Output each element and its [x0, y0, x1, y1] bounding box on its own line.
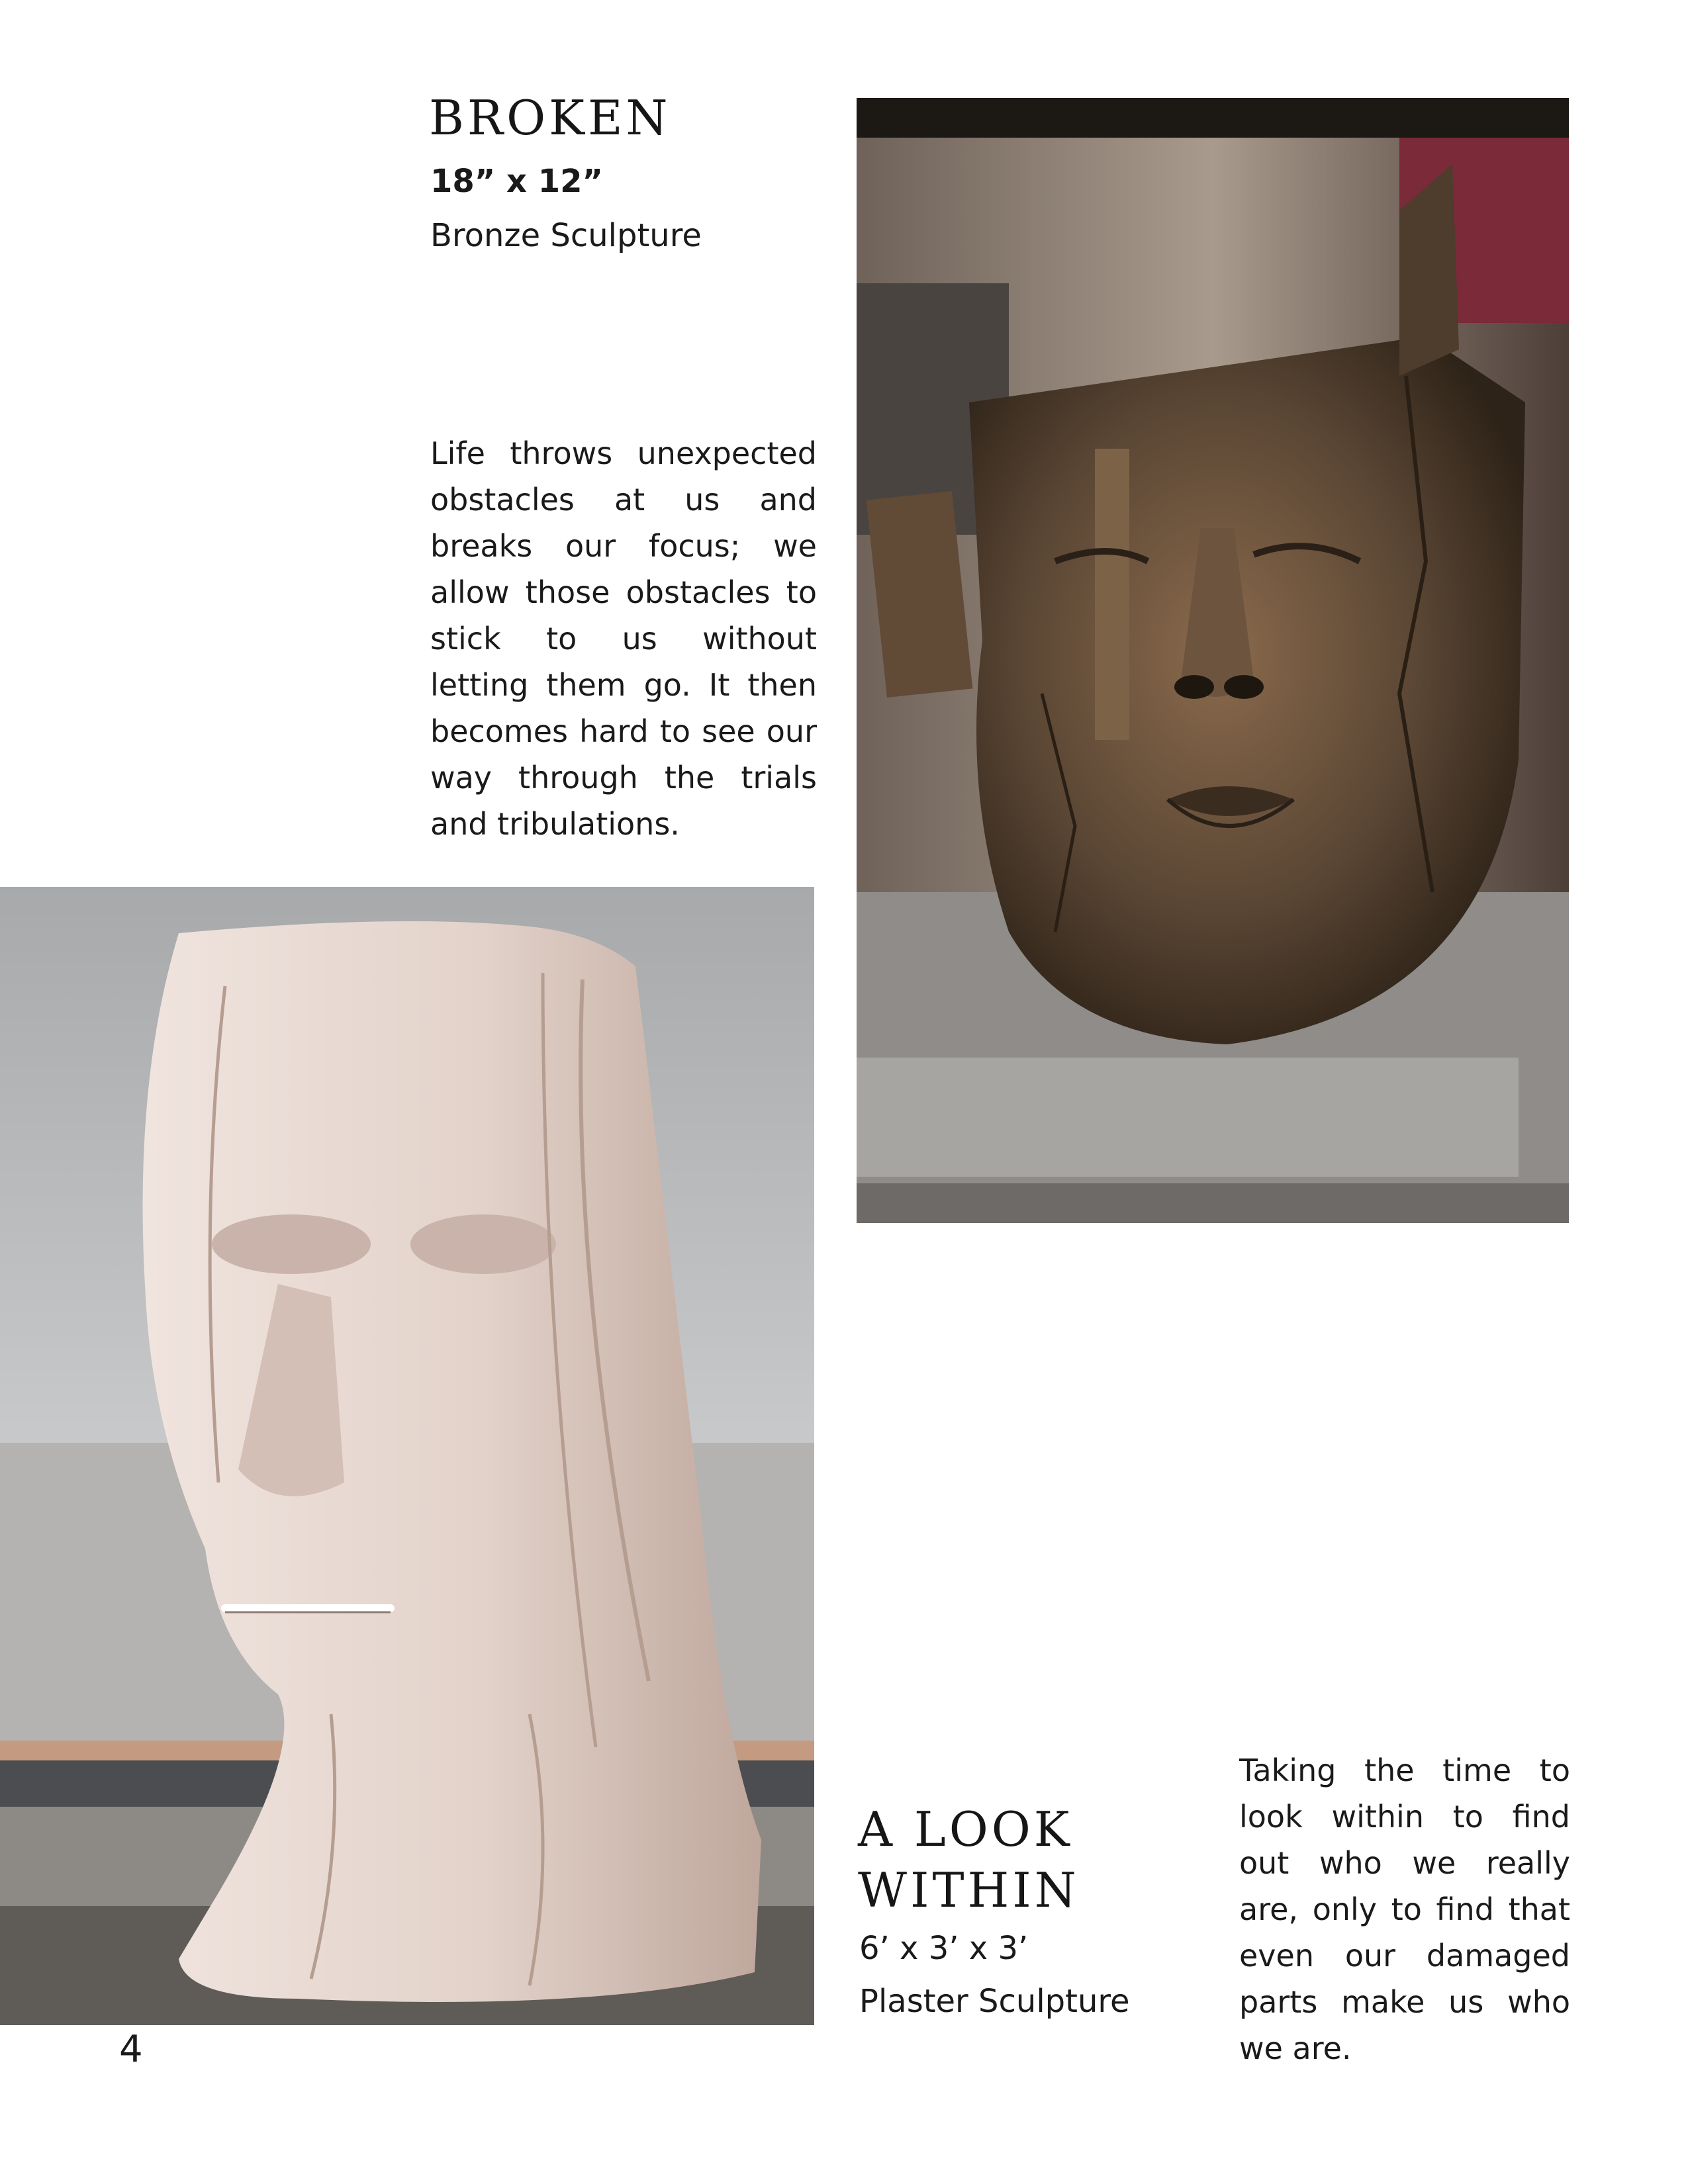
- broken-description: Life throws unexpected obstacles at us and breaks our focus; we allow those obstacles to stick to us without letting them go. It then becomes hard to see our way through the trials and tribulations.: [430, 435, 817, 842]
- page-number: 4: [119, 2028, 143, 2071]
- a-look-within-description: Taking the time to look within to find out who we really are, only to find that even our damaged parts make us who we are.: [1239, 1752, 1570, 2066]
- a-look-within-title-line1: A LOOK: [858, 1801, 1073, 1857]
- broken-dimensions: 18” x 12”: [430, 163, 604, 200]
- a-look-within-sculpture-photo: [0, 887, 814, 2025]
- a-look-within-title-line2: WITHIN: [858, 1862, 1080, 1918]
- a-look-within-dimensions: 6’ x 3’ x 3’: [859, 1930, 1029, 1967]
- a-look-within-medium: Plaster Sculpture: [859, 1983, 1130, 2020]
- broken-sculpture-photo: [857, 98, 1569, 1223]
- broken-medium: Bronze Sculpture: [430, 217, 702, 254]
- broken-title: BROKEN: [429, 90, 671, 146]
